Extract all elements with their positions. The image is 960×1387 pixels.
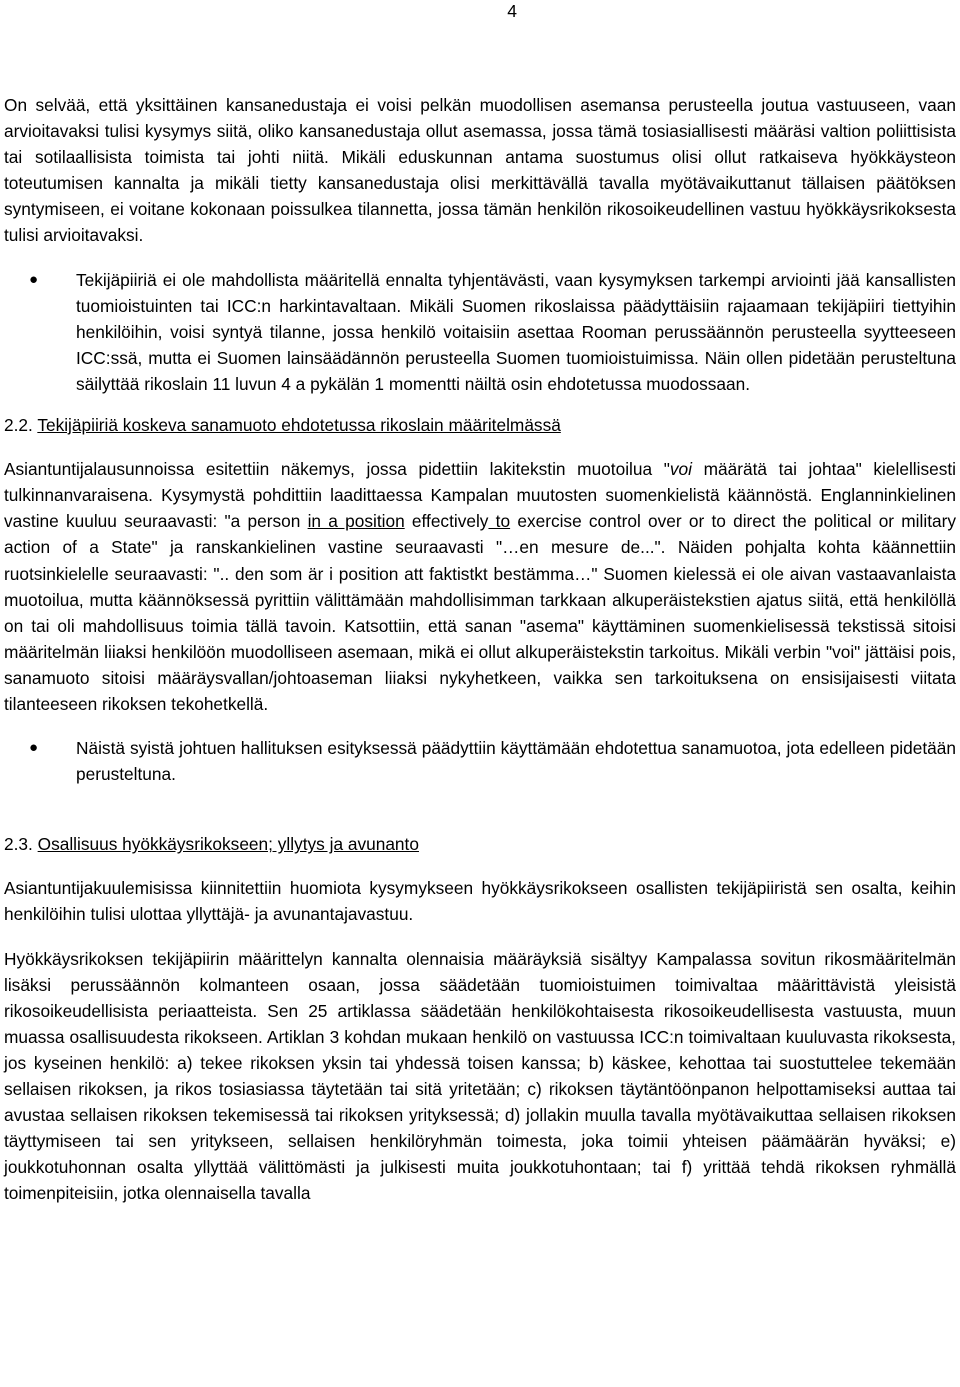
underlined-phrase: to xyxy=(488,511,511,532)
paragraph-asiantuntijalausunnot xyxy=(4,456,956,717)
bullet-icon: ● xyxy=(29,739,39,757)
bullet-item-tekijapiiri xyxy=(4,267,956,397)
paragraph-asiantuntijakuulemiset: Asiantuntijakuulemisissa kiinnitettiin huomiota kysymykseen hyökkäysrikokseen osallisten tekijäpiiristä sen osalta, keihin henkilöihin tulisi ulottaa yllyttäjä- ja avunantajavastuu. xyxy=(4,878,956,925)
section-title: Tekijäpiiriä koskeva sanamuoto ehdotetussa rikoslain määritelmässä xyxy=(37,415,561,436)
section-number: 2.2. xyxy=(4,415,33,436)
section-number: 2.3. xyxy=(4,834,33,855)
text-run: Asiantuntijalausunnoissa esitettiin näkemys, jossa pidettiin lakitekstin muotoilua " xyxy=(4,459,670,480)
text-run: määrätä tai johtaa" kielellisesti tulkinnanvaraisena. Kysymystä pohdittiin laadittaessa Kampalan muutosten suomenkielistä käännöstä. Englanninkielinen vastine kuuluu seuraavasti: "a person xyxy=(4,459,956,532)
bullet-icon: ● xyxy=(29,270,39,288)
section-title: Osallisuus hyökkäysrikokseen; yllytys ja avunanto xyxy=(37,834,419,855)
page-number: 4 xyxy=(507,1,517,21)
section-heading-2-3 xyxy=(4,831,956,857)
paragraph-tekijapiirin-maarittely: Hyökkäysrikoksen tekijäpiirin määrittelyn kannalta olennaisia määräyksiä sisältyy Kampalassa sovitun rikosmääritelmän lisäksi perussäännön kolmanteen osaan, jossa säädetään tuomioistuimen toimivaltaa määrittävistä yleisistä rikosoikeudellisista periaatteista. Sen 25 artiklassa säädetään henkilökohtaisesta rikosoikeudellisesta vastuusta, muun muassa osallisuudesta rikokseen. Artiklan 3 kohdan mukaan henkilö on vastuussa ICC:n toimivaltaan kuuluvasta rikoksesta, jos kyseinen henkilö: a) tekee rikoksen yksin tai yhdessä toisen kanssa; b) käskee, kehottaa tai suostuttelee tekemään sellaisen rikoksen, ja rikos tosiasiassa täytetään tai sitä yritetään; c) rikoksen täytäntöönpanon helpottamiseksi auttaa tai avustaa sellaisen rikoksen tekemisessä tai rikoksen yrityksessä; d) jollakin muulla tavalla myötävaikuttaa sellaisen rikoksen täyttymiseen tai sen yritykseen, sellaisen henkilöryhmän toimesta, joka toimii yhteisen päämäärän hyväksi; e) joukkotuhonnan osalta yllyttää välittömästi ja julkisesti muita joukkotuhontaan; tai f) yrittää tehdä rikoksen ryhmällä toimenpiteisiin, jotka olennaisella tavalla xyxy=(4,948,956,1204)
italic-term: voi xyxy=(669,459,692,480)
paragraph-intro: On selvää, että yksittäinen kansanedustaja ei voisi pelkän muodollisen asemansa perusteella joutua vastuuseen, vaan arvioitavaksi tulisi kysymys siitä, oliko kansanedustaja ollut asemassa, jossa tämä tosiasiallisesti määräsi valtion poliittisista tai sotilaallisista toimista tai johti niitä. Mikäli eduskunnan antama suostumus olisi ollut ratkaiseva hyökkäysteon toteutumisen kannalta ja mikäli tietty kansanedustaja olisi merkittävällä tavalla myötävaikuttanut tällaisen päätöksen syntymiseen, ei voitane kokonaan poissulkea tilannetta, jossa tämän henkilön rikosoikeudellinen vastuu hyökkäysrikoksesta tulisi arvioitavaksi. xyxy=(4,95,956,246)
text-run: exercise control over or to direct the political or military action of a State" ja ranskankielinen vastine seuraavasti "…en mesure de...". Näiden pohjalta kohta käännettiin ruotsinkielelle seuraavasti: ".. den som är i position att faktistkt bestämma…" Suomen kielessä ei ole aivan vastaavanlaista muotoilua, mutta käännöksessä pyrittiin välittämään mahdollisimman tarkkaan alkuperäistekstien ajatus siitä, että henkilöllä on tai oli mahdollisuus toimia tällä tavoin. Katsottiin, että sanan "asema" käyttäminen suomenkielisessä tekstissä sitoisi määritelmän liiaksi henkilöön muodolliseen asemaan, mikä ei ollut alkuperäistekstin tarkoitus. Mikäli verbin "voi" jättäisi pois, sanamuoto sitoisi määräysvallan/johtoaseman liiaksi nykyhetkeen, vaikka sen tarkoituksena on ensisijaisesti viitata tilanteeseen rikoksen tekohetkellä. xyxy=(4,511,957,714)
section-heading-2-2 xyxy=(4,412,956,438)
bullet-text: Näistä syistä johtuen hallituksen esityksessä päädyttiin käyttämään ehdotettua sanamuotoa, jota edelleen pidetään perusteltuna. xyxy=(76,738,956,785)
text-run: effectively xyxy=(404,511,489,532)
underlined-phrase: in a position xyxy=(307,511,405,532)
document-body xyxy=(4,92,956,1206)
bullet-item-sanamuoto xyxy=(4,735,956,787)
bullet-text: Tekijäpiiriä ei ole mahdollista määritellä ennalta tyhjentävästi, vaan kysymyksen tarkempi arviointi jää kansallisten tuomioistuinten tai ICC:n harkintavaltaan. Mikäli Suomen rikoslaissa päädyttäisiin rajaamaan tekijäpiiri tiettyihin henkilöihin, voisi syntyä tilanne, jossa henkilö voitaisiin asettaa Rooman perussäännön perusteella syytteeseen ICC:ssä, mutta ei Suomen lainsäädännön perusteella Suomen tuomioistuimissa. Näin ollen pidetään perusteltuna säilyttää rikoslain 11 luvun 4 a pykälän 1 momentti näiltä osin ehdotetussa muodossaan. xyxy=(76,269,956,394)
